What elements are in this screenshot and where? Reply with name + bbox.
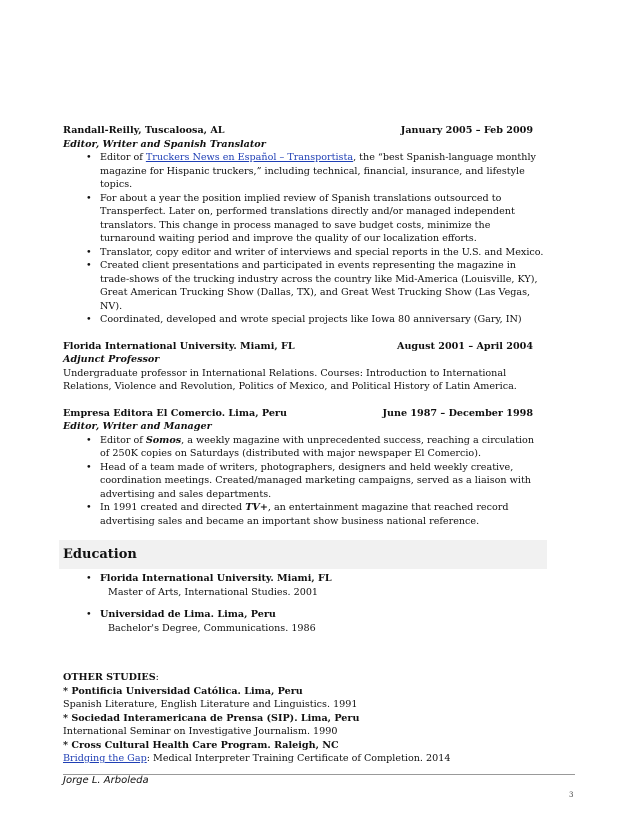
job-el-comercio (63, 407, 545, 529)
study-name: * Sociedad Interamericana de Prensa (SIP). Lima, Peru (63, 712, 360, 724)
job-fiu (63, 340, 545, 394)
job-title: Editor, Writer and Manager (63, 421, 212, 432)
list-item (63, 434, 545, 461)
list-item: • Head of a team made of writers, photographers, designers and held weekly creative, coordination meetings. Created/managed marketing campaigns, served as a liaison with advertising and sales departments. (63, 461, 545, 502)
list-item (63, 572, 545, 599)
list-item (63, 151, 545, 192)
resume-page (63, 0, 545, 766)
bullet-text: Editor of (100, 152, 146, 163)
magazine-name: Somos (145, 434, 182, 446)
job-dates: June 1987 – December 1998 (382, 407, 533, 419)
list-item: • Coordinated, developed and wrote special projects like Iowa 80 anniversary (Gary, IN) (63, 313, 545, 327)
job-dates: August 2001 – April 2004 (397, 340, 533, 352)
job-title: Editor, Writer and Spanish Translator (63, 138, 266, 150)
list-item: • For about a year the position implied review of Spanish translations outsourced to Transperfect. Later on, performed translations directly and/or managed independent translators. This change in process managed to save budget costs, minimize the turnaround waiting period and improve the quality of our localization efforts. (63, 192, 545, 246)
job-randall-reilly (63, 124, 545, 327)
study-detail: International Seminar on Investigative Journalism. 1990 (63, 726, 338, 737)
other-studies-heading: OTHER STUDIES (63, 672, 156, 683)
job-dates: January 2005 – Feb 2009 (400, 125, 533, 136)
study-detail-text: : Medical Interpreter Training Certificate of Completion. 2014 (146, 753, 451, 764)
footer-name: Jorge L. Arboleda (63, 775, 149, 786)
bullet-text: , an entertainment magazine that reached record advertising sales and became an important show business national reference. (100, 502, 509, 527)
study-name: * Pontificia Universidad Católica. Lima, Peru (63, 685, 303, 697)
employer: Randall-Reilly, Tuscaloosa, AL (63, 125, 225, 136)
study-detail: Spanish Literature, English Literature and Linguistics. 1991 (63, 699, 358, 710)
school-name: • Universidad de Lima. Lima, Peru (100, 609, 276, 620)
bullet-text: Editor of (100, 434, 146, 446)
bullet-text: , a weekly magazine with unprecedented success, reaching a circulation of 250K copies on Saturdays (distributed with major newspaper El Comercio). (100, 434, 534, 459)
bullet-text: In 1991 created and directed (100, 502, 246, 513)
heading-colon: : (155, 672, 159, 683)
bullet-text: , the “best Spanish-language monthly magazine for Hispanic truckers,” including technical, financial, insurance, and lifestyle topics. (100, 152, 536, 190)
education-list (63, 572, 545, 635)
job-title: Adjunct Professor (63, 354, 160, 365)
magazine-name: TV+ (245, 502, 268, 513)
job-bullets (63, 151, 545, 327)
list-item: • Created client presentations and participated in events representing the magazine in trade-shows of the trucking industry across the country like Mid-America (Louisville, KY), Great American Trucking Show (Dallas, TX), and Great West Trucking Show (Las Vegas, NV). (63, 259, 545, 313)
bridging-the-gap-link[interactable]: Bridging the Gap (63, 753, 147, 764)
study-detail (63, 752, 545, 766)
study-name: * Cross Cultural Health Care Program. Raleigh, NC (63, 739, 339, 751)
list-item (63, 608, 545, 635)
degree: Bachelor's Degree, Communications. 1986 (108, 622, 316, 634)
other-studies (63, 671, 545, 766)
truckers-news-link[interactable]: Truckers News en Español – Transportista (145, 152, 354, 163)
list-item (63, 501, 545, 528)
page-number: 3 (569, 791, 574, 799)
school-name: • Florida International University. Miami, FL (100, 573, 332, 584)
job-description: Undergraduate professor in International Relations. Courses: Introduction to International Relations, Violence and Revolution, Politics of Mexico, and Political History of Latin America. (63, 367, 517, 392)
list-item: • Translator, copy editor and writer of interviews and special reports in the U.S. and Mexico. (63, 246, 545, 260)
education-heading: Education (59, 540, 547, 569)
job-bullets (63, 434, 545, 529)
employer: Empresa Editora El Comercio. Lima, Peru (63, 407, 287, 419)
employer: Florida International University. Miami, FL (63, 340, 295, 352)
degree: Master of Arts, International Studies. 2001 (108, 586, 319, 598)
